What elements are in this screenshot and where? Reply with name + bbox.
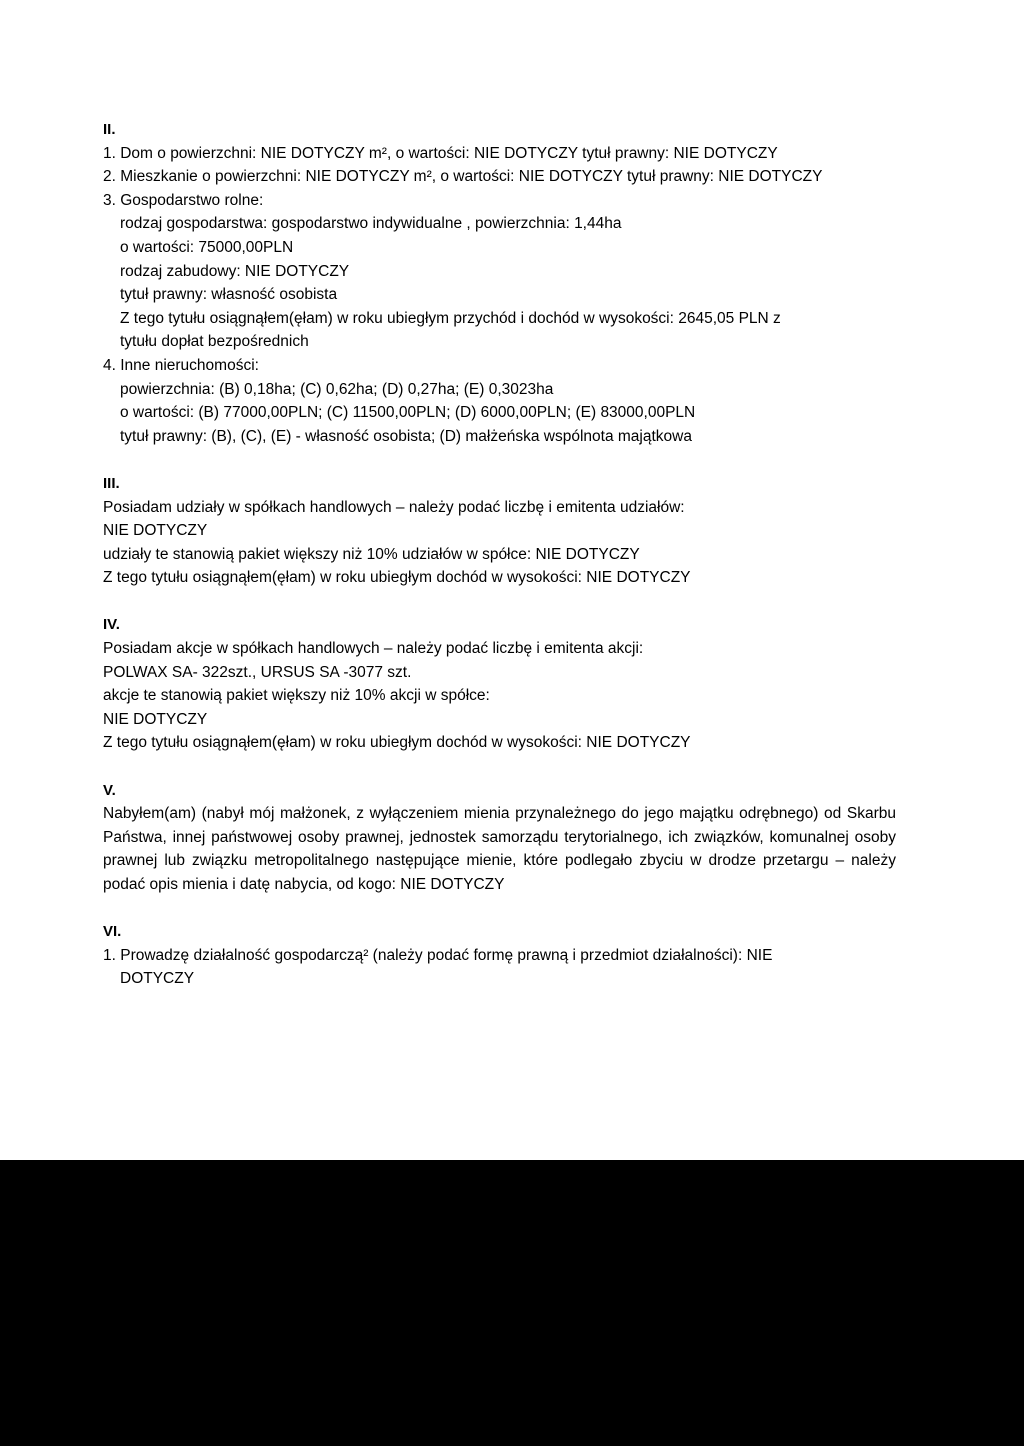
shares-line2: NIE DOTYCZY <box>103 522 208 540</box>
document-content <box>103 118 903 991</box>
other-property-value: o wartości: (B) 77000,00PLN; (C) 11500,00PLN; (D) 6000,00PLN; (E) 83000,00PLN <box>120 404 696 422</box>
section-v-heading: V. <box>103 781 116 799</box>
stocks-line3: akcje te stanowią pakiet większy niż 10% akcji w spółce: <box>103 687 490 705</box>
acquisition-paragraph: Nabyłem(am) (nabył mój małżonek, z wyłączeniem mienia przynależnego do jego majątku odrębnego) od Skarbu Państwa, innej państwowej osoby prawnej, jednostek samorządu terytorialnego, ich związków, komunalnej osoby prawnej lub związku metropolitalnego następujące mienie, które podlegało zbyciu w drodze przetargu – należy podać opis mienia i datę nabycia, od kogo: NIE DOTYCZY <box>103 805 896 893</box>
apartment-line: 2. Mieszkanie o powierzchni: NIE DOTYCZY m², o wartości: NIE DOTYCZY tytuł prawny: NIE DOTYCZY <box>103 168 823 186</box>
stocks-line5: Z tego tytułu osiągnąłem(ęłam) w roku ubiegłym dochód w wysokości: NIE DOTYCZY <box>103 734 691 752</box>
shares-line4: Z tego tytułu osiągnąłem(ęłam) w roku ubiegłym dochód w wysokości: NIE DOTYCZY <box>103 569 691 587</box>
spacer <box>103 590 903 614</box>
spacer <box>103 755 903 779</box>
stocks-line2: POLWAX SA- 322szt., URSUS SA -3077 szt. <box>103 663 412 681</box>
farm-income-line1: Z tego tytułu osiągnąłem(ęłam) w roku ubiegłym przychód i dochód w wysokości: 2645,05 PLN z <box>120 309 781 327</box>
farm-value: o wartości: 75000,00PLN <box>120 238 294 256</box>
other-property-title: tytuł prawny: (B), (C), (E) - własność osobista; (D) małżeńska wspólnota majątkowa <box>120 427 692 445</box>
spacer <box>103 448 903 472</box>
section-iii-heading: III. <box>103 474 120 492</box>
farm-title: tytuł prawny: własność osobista <box>120 286 338 304</box>
business-line1: 1. Prowadzę działalność gospodarczą² (należy podać formę prawną i przedmiot działalności): NIE <box>103 946 773 964</box>
section-vi-heading: VI. <box>103 923 122 941</box>
farm-buildings: rodzaj zabudowy: NIE DOTYCZY <box>120 262 350 280</box>
spacer <box>103 897 903 921</box>
section-iv-heading: IV. <box>103 616 120 634</box>
house-line: 1. Dom o powierzchni: NIE DOTYCZY m², o wartości: NIE DOTYCZY tytuł prawny: NIE DOTYCZY <box>103 144 778 162</box>
farm-label: 3. Gospodarstwo rolne: <box>103 191 264 209</box>
farm-income-line2: tytułu dopłat bezpośrednich <box>120 333 309 351</box>
section-ii-heading: II. <box>103 121 116 138</box>
other-property-label: 4. Inne nieruchomości: <box>103 356 259 374</box>
business-line2: DOTYCZY <box>120 970 195 988</box>
shares-line1: Posiadam udziały w spółkach handlowych – należy podać liczbę i emitenta udziałów: <box>103 498 685 516</box>
stocks-line4: NIE DOTYCZY <box>103 710 208 728</box>
shares-line3: udziały te stanowią pakiet większy niż 10% udziałów w spółce: NIE DOTYCZY <box>103 545 640 563</box>
farm-type: rodzaj gospodarstwa: gospodarstwo indywidualne , powierzchnia: 1,44ha <box>120 215 622 233</box>
other-property-area: powierzchnia: (B) 0,18ha; (C) 0,62ha; (D) 0,27ha; (E) 0,3023ha <box>120 380 554 398</box>
stocks-line1: Posiadam akcje w spółkach handlowych – należy podać liczbę i emitenta akcji: <box>103 640 644 658</box>
